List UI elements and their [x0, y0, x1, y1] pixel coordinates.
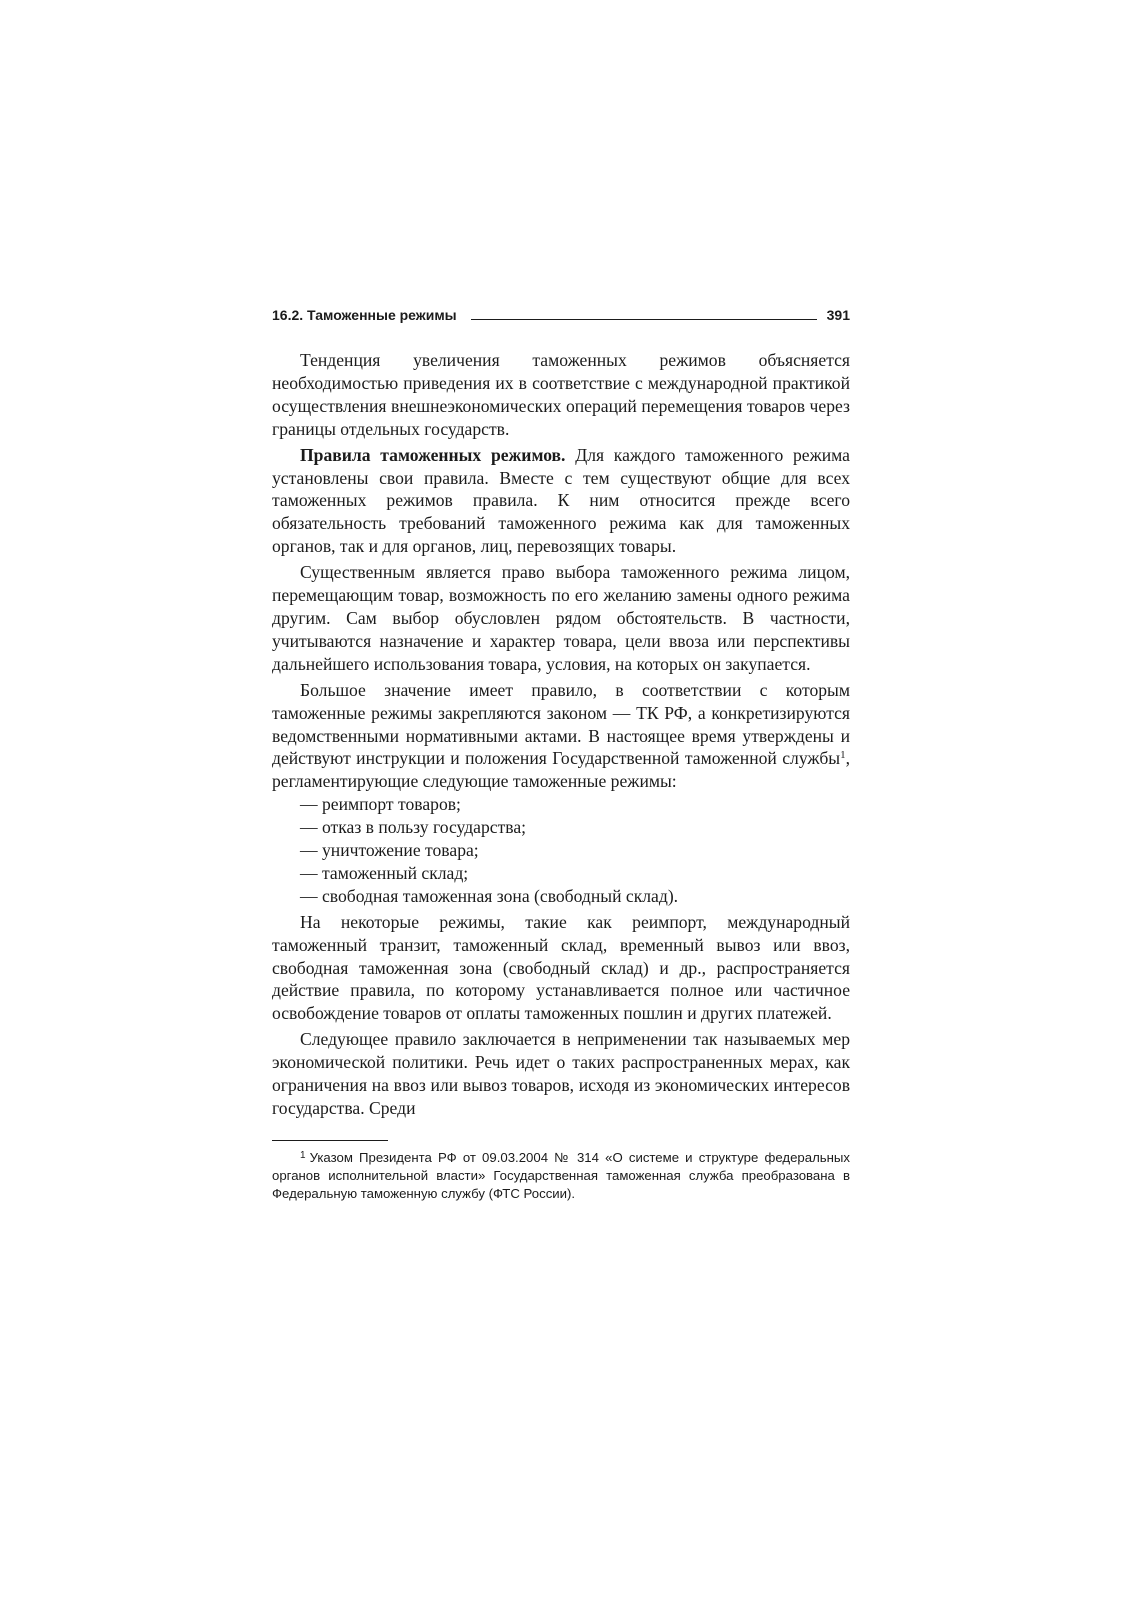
paragraph-6: Следующее правило заключается в неприменении так называемых мер экономической политики. Речь идет о таких распространенных мерах, как ограничения на ввоз или вывоз товаров, исходя из экономических интересов государства. Среди [272, 1029, 850, 1118]
list-item: — уничтожение товара; [300, 840, 479, 861]
paragraph-2-text: Для каждого таможенного режима установлены свои правила. Вместе с тем существуют общие для всех таможенных режимов правила. К ним относится прежде всего обязательность требований таможенного режима как для таможенных органов, так и для органов, лиц, перевозящих товары. [272, 444, 850, 557]
header-rule [471, 319, 817, 320]
book-page [272, 303, 850, 1203]
page-number: 391 [826, 307, 850, 323]
footnote-text: Указом Президента РФ от 09.03.2004 № 314 «О системе и структуре федеральных органов исполнительной власти» Государственная таможенная служба преобразована в Федеральную таможенную службу (ФТС России). [272, 1149, 850, 1201]
paragraph-2 [272, 444, 850, 559]
footnote-reference[interactable]: 1 [840, 749, 846, 762]
paragraph-4-text-b: , регламентирующие следующие таможенные режимы: [272, 748, 850, 792]
paragraph-4 [272, 679, 850, 794]
list-item: — отказ в пользу государства; [300, 817, 527, 838]
regime-list [272, 793, 850, 908]
footnote-rule [272, 1140, 388, 1141]
run-in-heading: Правила таможенных режимов. [300, 444, 566, 465]
list-item: — свободная таможенная зона (свободный склад). [300, 885, 679, 906]
list-item: — таможенный склад; [300, 862, 469, 883]
paragraph-4-text-a: Большое значение имеет правило, в соответствии с которым таможенные режимы закрепляются законом — ТК РФ, а конкретизируются ведомственными нормативными актами. В настоящее время утверждены и действуют инструкции и положения Государственной таможенной службы [272, 679, 850, 769]
running-head [272, 303, 850, 323]
paragraph-1: Тенденция увеличения таможенных режимов объясняется необходимостью приведения их в соответствие с международной практикой осуществления внешнеэкономических операций перемещения товаров через границы отдельных государств. [272, 350, 850, 439]
list-item: — реимпорт товаров; [300, 794, 461, 815]
section-title: 16.2. Таможенные режимы [272, 307, 457, 323]
paragraph-3: Существенным является право выбора таможенного режима лицом, перемещающим товар, возможность по его желанию замены одного режима другим. Сам выбор обусловлен рядом обстоятельств. В частности, учитываются назначение и характер товара, цели ввоза или перспективы дальнейшего использования товара, условия, на которых он закупается. [272, 562, 850, 674]
body-text [272, 349, 850, 1120]
paragraph-5: На некоторые режимы, такие как реимпорт, международный таможенный транзит, таможенный склад, временный вывоз или ввоз, свободная таможенная зона (свободный склад) и др., распространяется действие правила, по которому устанавливается полное или частичное освобождение товаров от оплаты таможенных пошлин и других платежей. [272, 911, 850, 1024]
footnote [272, 1149, 850, 1203]
footnote-mark: 1 [300, 1149, 306, 1161]
